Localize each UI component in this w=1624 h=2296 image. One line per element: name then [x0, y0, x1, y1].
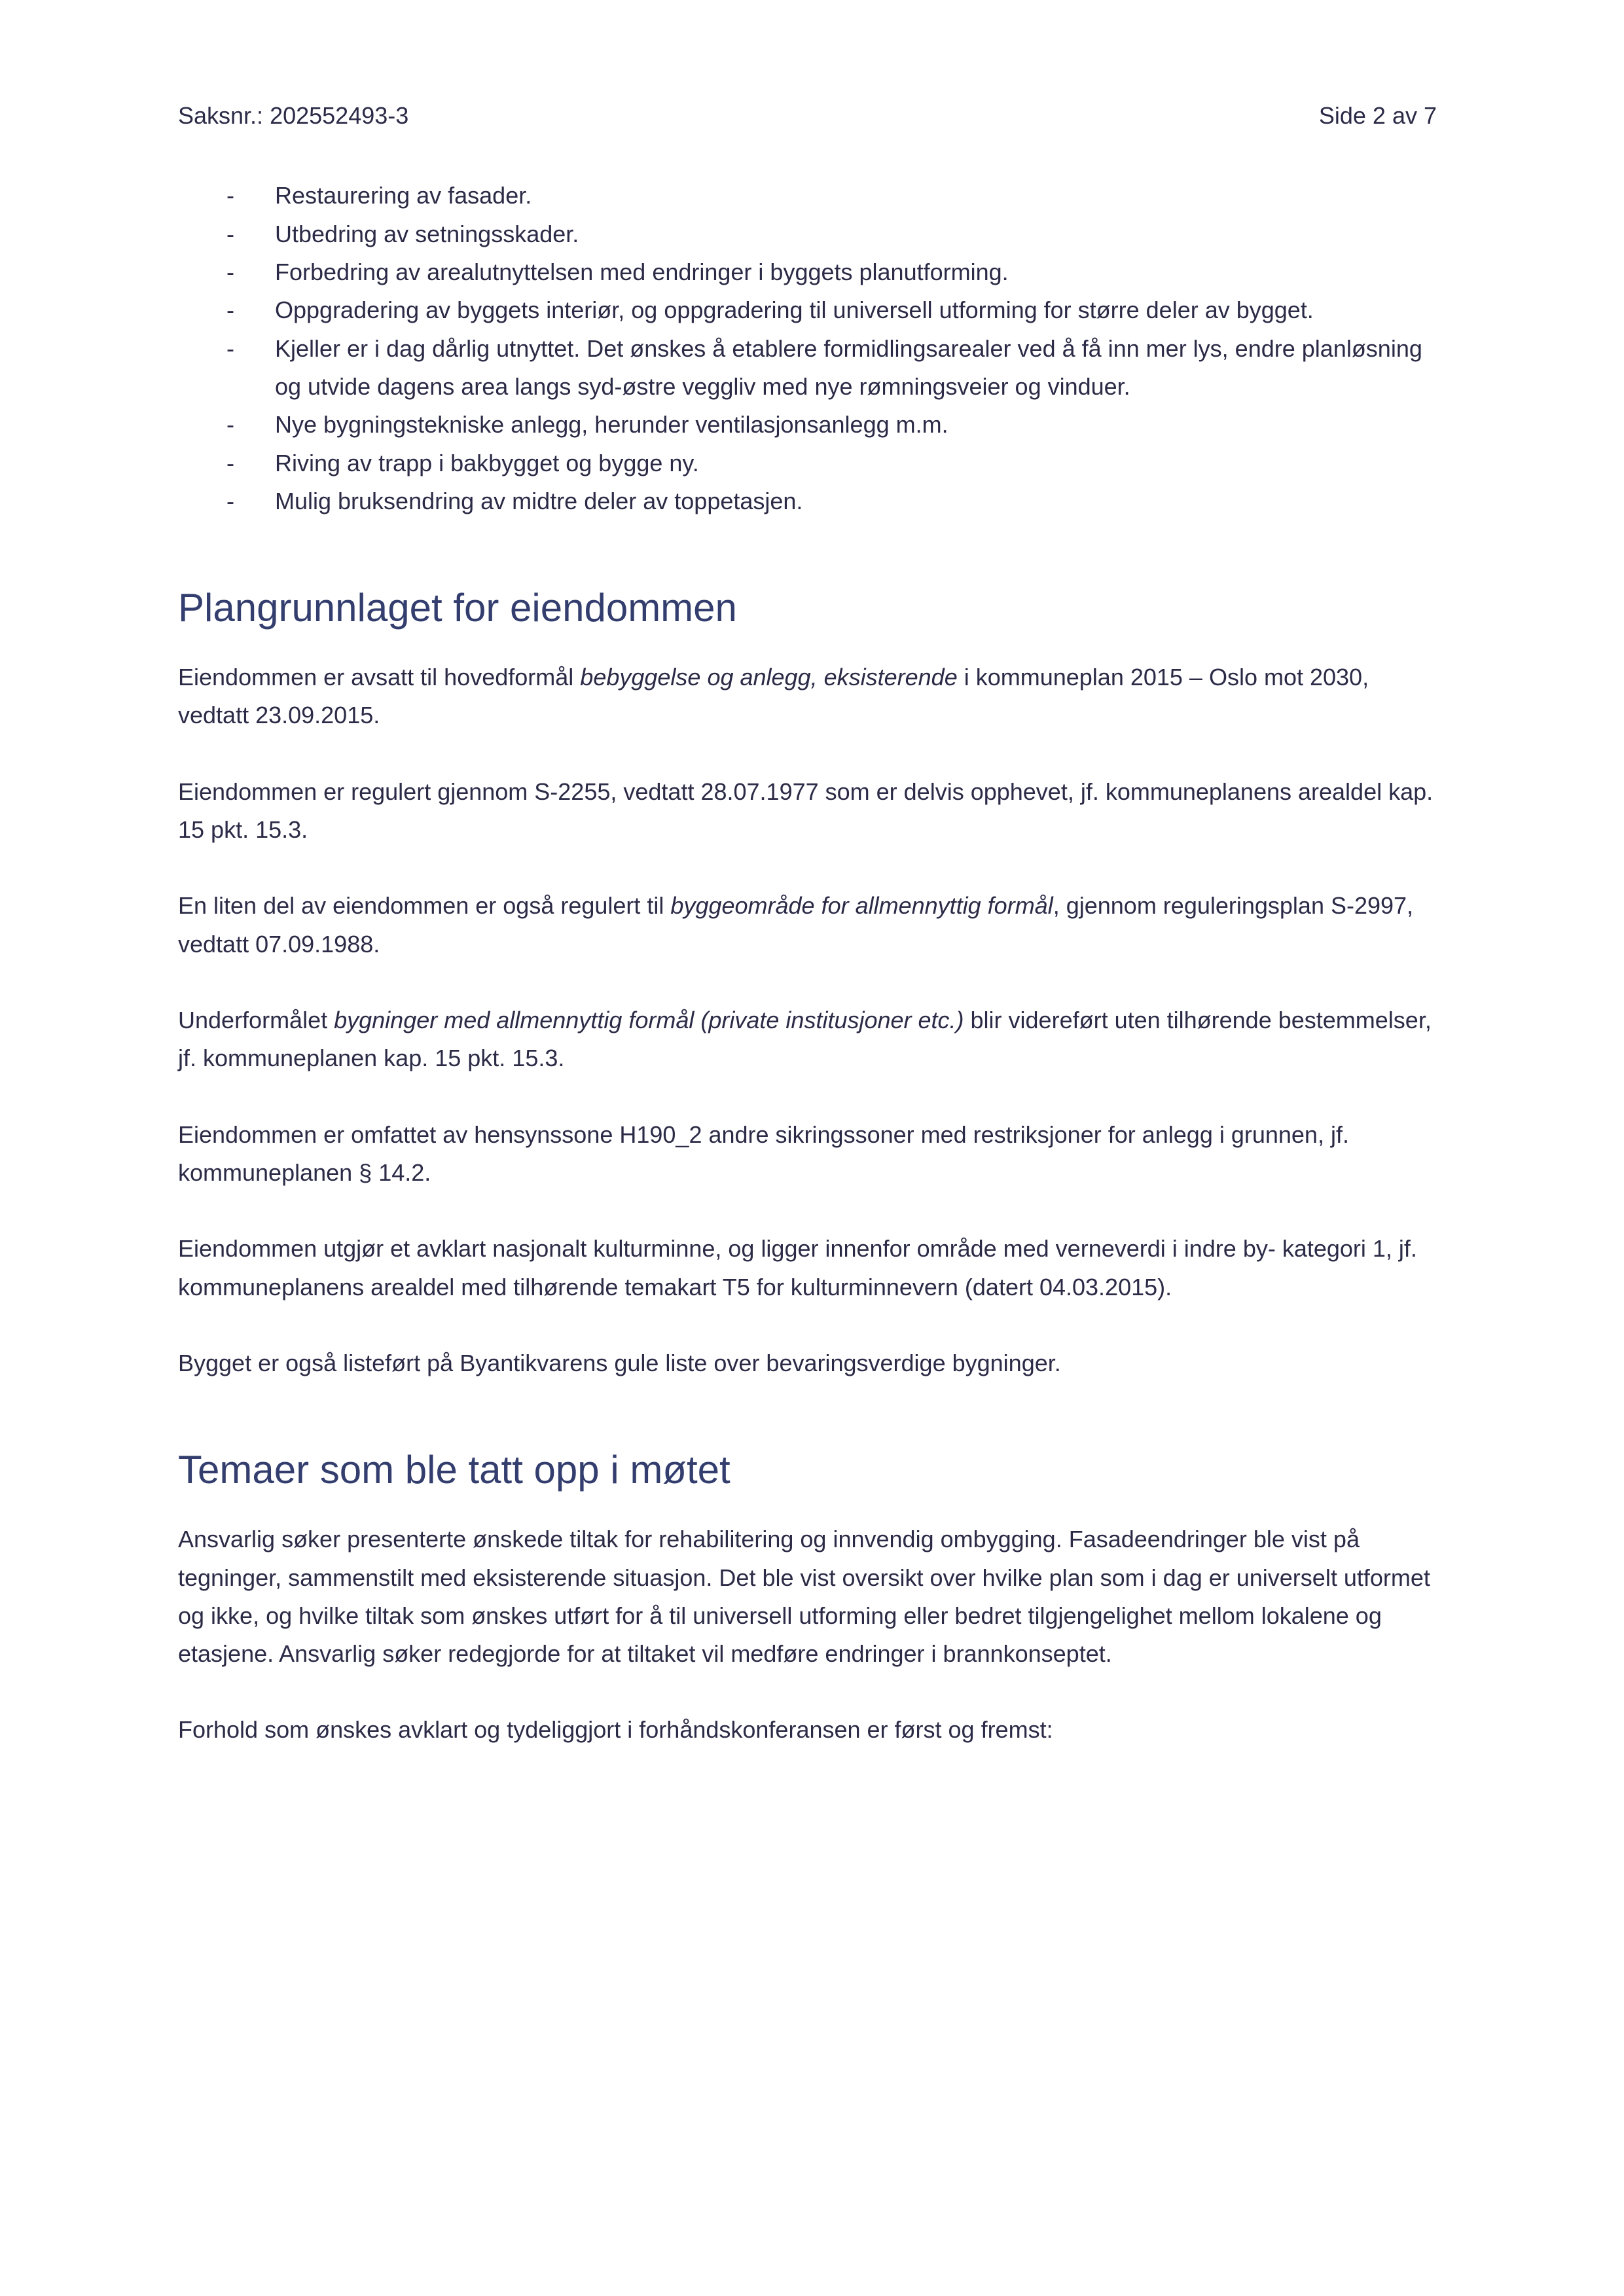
bullet-dash: -	[226, 296, 234, 324]
bullet-list	[178, 177, 1437, 520]
paragraph	[178, 1520, 1437, 1673]
paragraph	[178, 658, 1437, 735]
paragraph-text: Underformålet	[178, 1007, 334, 1033]
paragraph-text-italic: bygninger med allmennyttig formål (private institusjoner etc.)	[334, 1007, 964, 1033]
list-item	[178, 406, 1437, 444]
list-item	[178, 291, 1437, 329]
paragraph-text: blir videreført uten tilhørende bestemmelser, jf. kommuneplanen kap. 15 pkt. 15.3.	[178, 1007, 1432, 1072]
paragraph-text: Forhold som ønskes avklart og tydeliggjort i forhåndskonferansen er først og fremst:	[178, 1716, 1053, 1744]
paragraph-text-italic: byggeområde for allmennyttig formål	[670, 892, 1053, 920]
bullet-dash: -	[226, 220, 234, 247]
paragraph	[178, 1116, 1437, 1193]
case-number: Saksnr.: 202552493-3	[178, 102, 409, 129]
paragraph	[178, 773, 1437, 850]
document-body	[178, 583, 1437, 1749]
bullet-text: Restaurering av fasader.	[275, 182, 532, 209]
section-title: Plangrunnlaget for eiendommen	[178, 586, 737, 630]
section-title: Temaer som ble tatt opp i møtet	[178, 1448, 731, 1492]
paragraph	[178, 887, 1437, 963]
page-header	[178, 97, 1437, 135]
bullet-dash: -	[226, 334, 234, 362]
list-item	[178, 482, 1437, 520]
list-item	[178, 177, 1437, 215]
paragraph-text: Eiendommen er omfattet av hensynssone H190_2 andre sikringssoner med restriksjoner for anlegg i grunnen, jf. kommuneplanen § 14.2.	[178, 1121, 1349, 1186]
bullet-dash: -	[226, 449, 234, 476]
bullet-text: Nye bygningstekniske anlegg, herunder ventilasjonsanlegg m.m.	[275, 411, 948, 439]
paragraph	[178, 1001, 1437, 1078]
bullet-dash: -	[226, 411, 234, 439]
list-item	[178, 330, 1437, 406]
paragraph-text: , gjennom reguleringsplan S-2997, vedtatt 07.09.1988.	[178, 892, 1414, 958]
paragraph-text: i kommuneplan 2015 – Oslo mot 2030, vedtatt 23.09.2015.	[178, 664, 1369, 729]
bullet-text: Utbedring av setningsskader.	[275, 220, 579, 247]
paragraph-text: Eiendommen utgjør et avklart nasjonalt kulturminne, og ligger innenfor område med verneverdi i indre by- kategori 1, jf. kommuneplanens arealdel med tilhørende temakart T5 for kulturminnevern (datert 04.03.2015).	[178, 1235, 1417, 1300]
paragraph-text: Eiendommen er avsatt til hovedformål	[178, 664, 581, 691]
bullet-text: Oppgradering av byggets interiør, og oppgradering til universell utforming for større deler av bygget.	[275, 296, 1314, 324]
paragraph-text: Ansvarlig søker presenterte ønskede tiltak for rehabilitering og innvendig ombygging. Fasadeendringer ble vist på tegninger, sammenstilt med eksisterende situasjon. Det ble vist oversikt over hvilke plan som i dag er universelt utformet og ikke, og hvilke tiltak som ønskes utført for å til universell utforming eller bedret tilgjengelighet mellom lokalene og etasjene. Ansvarlig søker redegjorde for at tiltaket vil medføre endringer i brannkonseptet.	[178, 1526, 1430, 1668]
document-section	[178, 583, 1437, 1382]
list-item	[178, 253, 1437, 291]
list-item	[178, 215, 1437, 253]
paragraph-text: Eiendommen er regulert gjennom S-2255, vedtatt 28.07.1977 som er delvis opphevet, jf. kommuneplanens arealdel kap. 15 pkt. 15.3.	[178, 778, 1434, 844]
paragraph-text-italic: bebyggelse og anlegg, eksisterende	[580, 664, 958, 691]
paragraph	[178, 1230, 1437, 1306]
paragraph-text: Bygget er også listeført på Byantikvarens gule liste over bevaringsverdige bygninger.	[178, 1349, 1061, 1376]
paragraph	[178, 1344, 1437, 1382]
document-section	[178, 1445, 1437, 1749]
bullet-text: Riving av trapp i bakbygget og bygge ny.	[275, 449, 699, 476]
bullet-text: Mulig bruksendring av midtre deler av toppetasjen.	[275, 487, 803, 514]
bullet-dash: -	[226, 487, 234, 514]
bullet-text: Kjeller er i dag dårlig utnyttet. Det ønskes å etablere formidlingsarealer ved å få inn mer lys, endre planløsning og utvide dagens area langs syd-østre veggliv med nye rømningsveier og vinduer.	[275, 334, 1422, 400]
bullet-dash: -	[226, 182, 234, 209]
paragraph	[178, 1711, 1437, 1749]
paragraph-text: En liten del av eiendommen er også regulert til	[178, 892, 671, 920]
page-indicator: Side 2 av 7	[1318, 102, 1437, 129]
bullet-dash: -	[226, 258, 234, 285]
list-item	[178, 444, 1437, 482]
bullet-text: Forbedring av arealutnyttelsen med endringer i byggets planutforming.	[275, 258, 1009, 285]
